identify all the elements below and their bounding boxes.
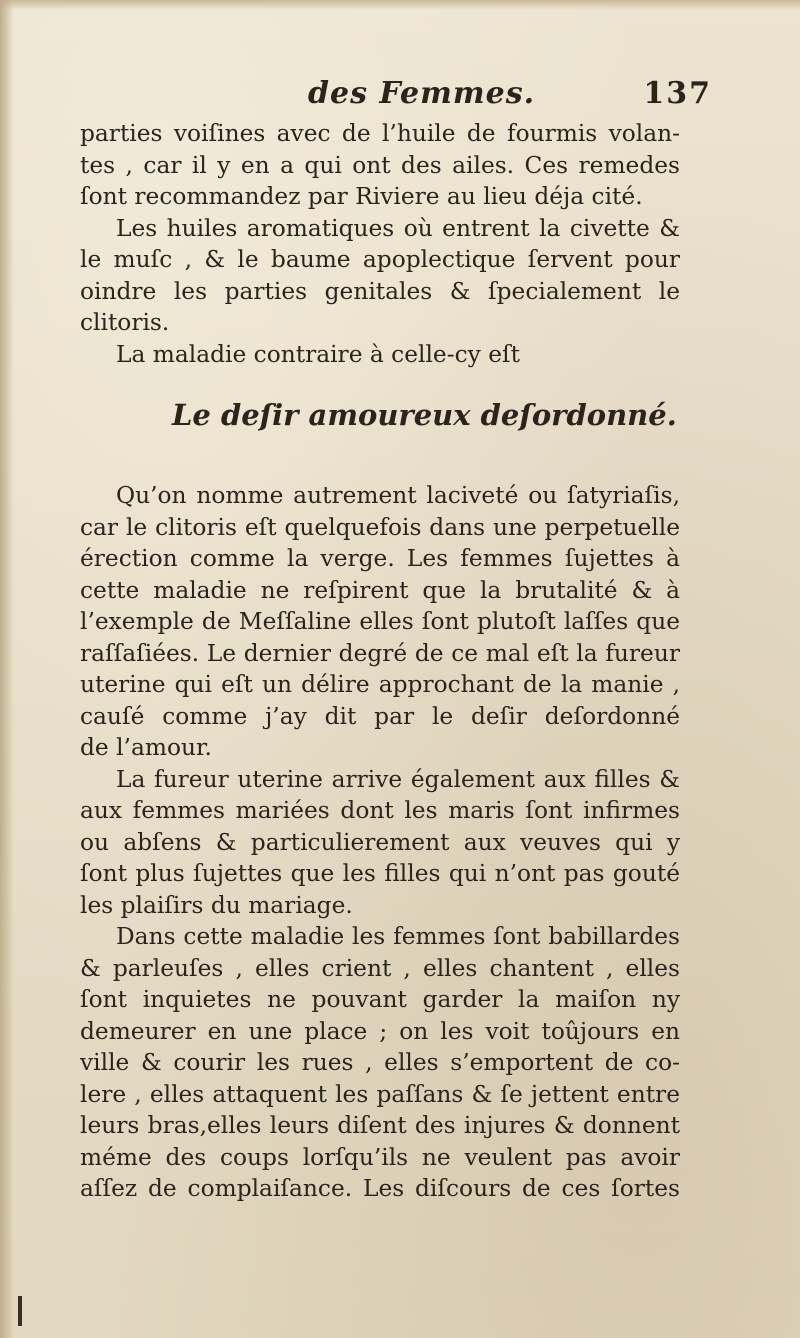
text-line: car le clitoris eſt quelquefois dans une perpetuelle	[80, 513, 680, 541]
paragraph-start-line: La maladie contraire à celle-cy eſt	[116, 340, 520, 368]
text-line: le muſc , & le baume apoplectique ſervent pour	[80, 246, 680, 273]
running-title: des Femmes.	[308, 76, 536, 111]
text-line: & parleuſes , elles crient , elles chantent , elles	[80, 954, 680, 982]
text-line: aux femmes mariées dont les maris ſont infirmes	[80, 797, 680, 824]
paragraph-start-line: La fureur uterine arrive également aux filles &	[116, 765, 680, 793]
text-line: érection comme la verge. Les femmes ſujettes à	[80, 545, 680, 572]
text-line: ſont plus ſujettes que les filles qui n’ont pas gouté	[80, 860, 680, 887]
text-line: raſſaſiées. Le dernier degré de ce mal eſt la fureur	[80, 639, 680, 667]
text-line: de l’amour.	[80, 734, 212, 761]
text-line: parties voiſines avec de l’huile de fourmis volan-	[80, 120, 680, 147]
text-line: ou abſens & particulierement aux veuves qui y	[80, 828, 680, 856]
text-line: ſont recommandez par Riviere au lieu déja cité.	[80, 183, 643, 210]
text-line: aſſez de complaiſance. Les diſcours de ces ſortes	[80, 1175, 680, 1202]
text-line: demeurer en une place ; on les voit toûjours en	[80, 1017, 680, 1045]
margin-mark	[18, 1296, 22, 1326]
text-line: méme des coups lorſqu’ils ne veulent pas avoir	[80, 1143, 680, 1171]
text-line: cette maladie ne reſpirent que la brutalité & à	[80, 576, 680, 604]
page-header	[80, 72, 712, 120]
text-line: clitoris.	[80, 309, 170, 336]
text-line: tes , car il y en a qui ont des ailes. Ces remedes	[80, 151, 680, 179]
text-line: l’exemple de Meſſaline elles ſont plutoſt laſſes que	[80, 608, 680, 635]
text-line: ſont inquietes ne pouvant garder la maiſon ny	[80, 986, 680, 1013]
text-line: cauſé comme j’ay dit par le deſir deſordonné	[80, 702, 680, 730]
paragraph-start-line: Dans cette maladie les femmes ſont babillardes	[116, 923, 680, 950]
paragraph-start-line: Qu’on nomme autrement laciveté ou ſatyriaſis,	[116, 482, 680, 509]
page-body	[80, 118, 680, 1205]
text-line: lere , elles attaquent les paſſans & ſe jettent entre	[80, 1080, 680, 1108]
page-binding-edge	[0, 0, 14, 1338]
section-heading: Le deſir amoureux deſordonné.	[172, 398, 677, 432]
page-number: 137	[643, 76, 712, 111]
page-top-edge	[0, 0, 800, 10]
text-line: oindre les parties genitales & ſpecialement le	[80, 277, 680, 305]
text-line: uterine qui eſt un délire approchant de la manie ,	[80, 671, 680, 698]
text-line: les plaiſirs du mariage.	[80, 891, 353, 919]
text-line: leurs bras,elles leurs diſent des injures & donnent	[80, 1112, 680, 1139]
text-line: ville & courir les rues , elles s’emportent de co-	[80, 1049, 680, 1076]
paragraph-start-line: Les huiles aromatiques où entrent la civette &	[116, 214, 680, 242]
